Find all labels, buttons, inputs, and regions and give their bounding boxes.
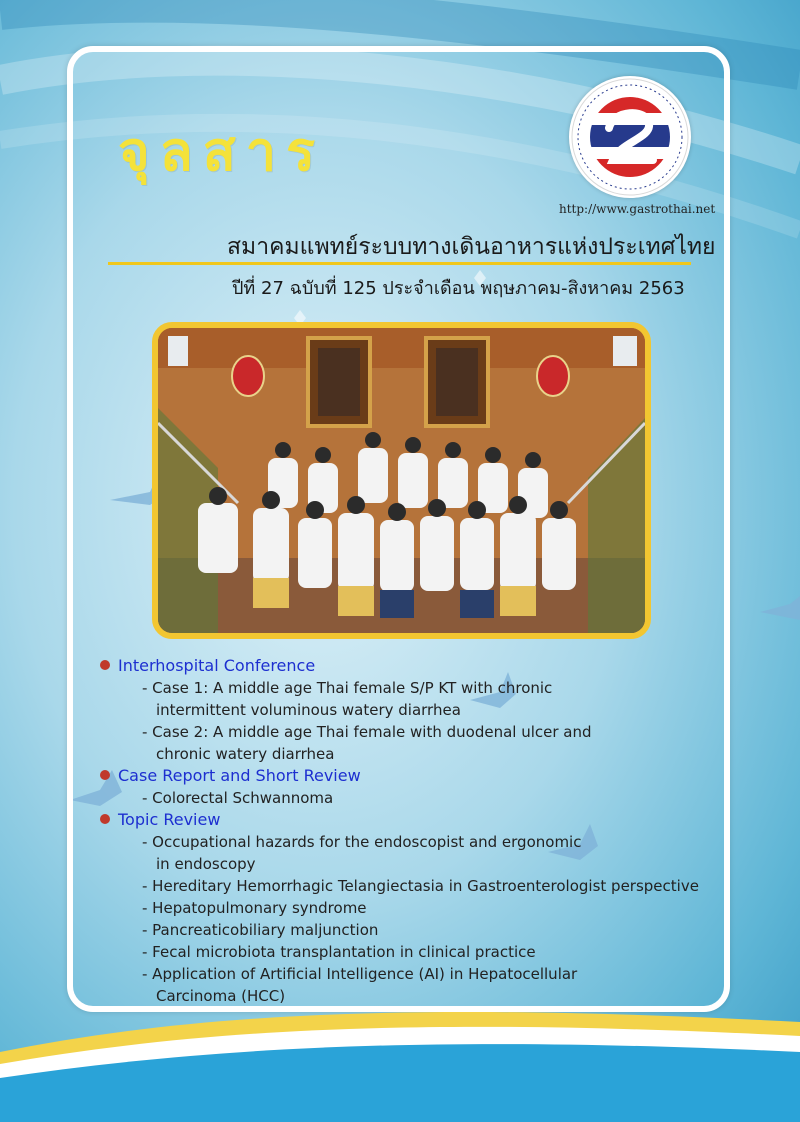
toc-section-case-report — [100, 765, 710, 787]
newsletter-title: จุลสาร — [118, 120, 326, 183]
toc-item-cont: chronic watery diarrhea — [156, 745, 335, 763]
toc-item: - Colorectal Schwannoma — [142, 789, 334, 807]
section-heading: Case Report and Short Review — [118, 766, 361, 785]
bullet-icon — [100, 660, 110, 670]
toc-item-cont: Carcinoma (HCC) — [156, 987, 286, 1005]
section-heading: Topic Review — [118, 810, 221, 829]
toc-item-cont: intermittent voluminous watery diarrhea — [156, 701, 461, 719]
toc-item: - Pancreaticobiliary maljunction — [142, 921, 379, 939]
issue-info: ปีที่ 27 ฉบับที่ 125 ประจำเดือน พฤษภาคม-สิงหาคม 2563 — [232, 278, 685, 299]
toc-item: - Hereditary Hemorrhagic Telangiectasia in Gastroenterologist perspective — [142, 877, 699, 895]
bottom-wave — [0, 992, 800, 1122]
group-photo — [152, 322, 651, 639]
section-heading: Interhospital Conference — [118, 656, 316, 675]
toc-item-cont: in endoscopy — [156, 855, 256, 873]
bullet-icon — [100, 770, 110, 780]
toc-item: - Case 1: A middle age Thai female S/P KT with chronic — [142, 679, 553, 697]
toc-item: - Fecal microbiota transplantation in clinical practice — [142, 943, 536, 961]
website-url[interactable]: http://www.gastrothai.net — [559, 202, 716, 216]
association-logo — [569, 76, 691, 198]
toc-item: - Case 2: A middle age Thai female with duodenal ulcer and — [142, 723, 592, 741]
toc-section-interhospital — [100, 655, 710, 677]
toc-section-topic-review — [100, 809, 710, 831]
association-name: สมาคมแพทย์ระบบทางเดินอาหารแห่งประเทศไทย — [227, 234, 716, 260]
table-of-contents — [100, 655, 710, 1007]
toc-item: - Occupational hazards for the endoscopist and ergonomic — [142, 833, 582, 851]
title-divider — [108, 262, 691, 265]
toc-item: - Hepatopulmonary syndrome — [142, 899, 367, 917]
toc-item: - Application of Artificial Intelligence (AI) in Hepatocellular — [142, 965, 578, 983]
bullet-icon — [100, 814, 110, 824]
